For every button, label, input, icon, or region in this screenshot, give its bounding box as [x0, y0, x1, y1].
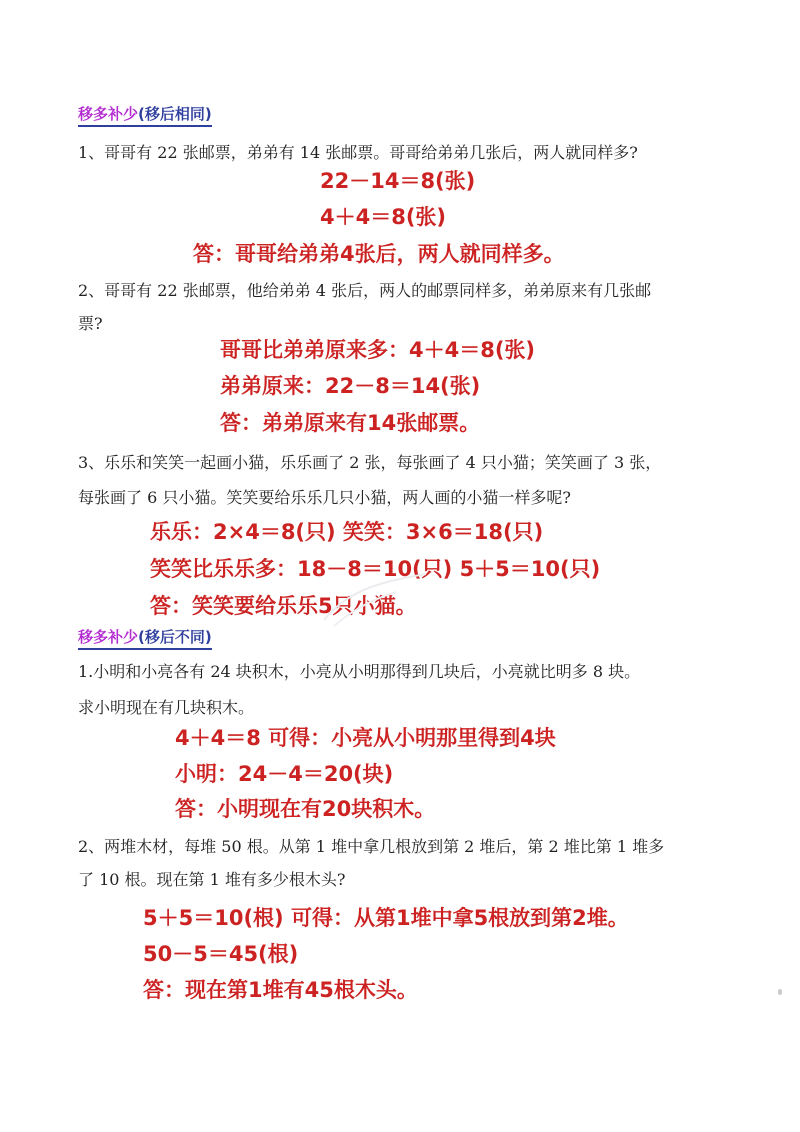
- question-line: 求小明现在有几块积木。: [78, 698, 255, 717]
- answer-line: 4＋4＝8(张): [320, 205, 447, 229]
- answer-line: 答：哥哥给弟弟4张后，两人就同样多。: [193, 242, 565, 266]
- question-line: 3、乐乐和笑笑一起画小猫，乐乐画了 2 张，每张画了 4 只小猫；笑笑画了 3 张，: [78, 453, 662, 472]
- answer-line: 答：现在第1堆有45根木头。: [143, 978, 418, 1002]
- question-line: 2、哥哥有 22 张邮票，他给弟弟 4 张后，两人的邮票同样多，弟弟原来有几张邮: [78, 281, 652, 300]
- answer-line: 小明：24－4＝20(块): [175, 762, 394, 786]
- answer-line: 5＋5＝10(根) 可得：从第1堆中拿5根放到第2堆。: [143, 906, 629, 930]
- section-heading-1: [78, 104, 212, 127]
- question-line: 票?: [78, 314, 103, 333]
- answer-line: 4＋4＝8 可得：小亮从小明那里得到4块: [175, 726, 556, 750]
- answer-line: 答：弟弟原来有14张邮票。: [220, 411, 481, 435]
- answer-line: 笑笑比乐乐多：18－8＝10(只) 5＋5＝10(只): [150, 557, 601, 581]
- answer-line: 乐乐：2×4＝8(只) 笑笑：3×6＝18(只): [150, 520, 544, 544]
- section-heading-1-sub: (移后相同): [138, 105, 212, 123]
- section-heading-1-main: 移多补少: [78, 105, 139, 123]
- answer-line: 答：小明现在有20块积木。: [175, 797, 436, 821]
- section-heading-2-main: 移多补少: [78, 628, 139, 646]
- question-line: 每张画了 6 只小猫。笑笑要给乐乐几只小猫，两人画的小猫一样多呢?: [78, 488, 571, 507]
- section-heading-2-sub: (移后不同): [138, 628, 212, 646]
- question-line: 1.小明和小亮各有 24 块积木，小亮从小明那得到几块后，小亮就比明多 8 块。: [78, 662, 641, 681]
- answer-line: 答：笑笑要给乐乐5只小猫。: [150, 594, 417, 618]
- question-line: 1、哥哥有 22 张邮票，弟弟有 14 张邮票。哥哥给弟弟几张后，两人就同样多?: [78, 143, 638, 162]
- watermark-mark: [320, 570, 430, 630]
- page-mark: [778, 989, 782, 995]
- answer-line: 哥哥比弟弟原来多：4＋4＝8(张): [220, 338, 536, 362]
- question-line: 了 10 根。现在第 1 堆有多少根木头?: [78, 870, 346, 889]
- answer-line: 22－14＝8(张): [320, 169, 476, 193]
- answer-line: 50－5＝45(根): [143, 942, 299, 966]
- question-line: 2、两堆木材，每堆 50 根。从第 1 堆中拿几根放到第 2 堆后，第 2 堆比第 1 堆多: [78, 837, 665, 856]
- answer-line: 弟弟原来：22－8＝14(张): [220, 374, 481, 398]
- section-heading-2: [78, 627, 212, 650]
